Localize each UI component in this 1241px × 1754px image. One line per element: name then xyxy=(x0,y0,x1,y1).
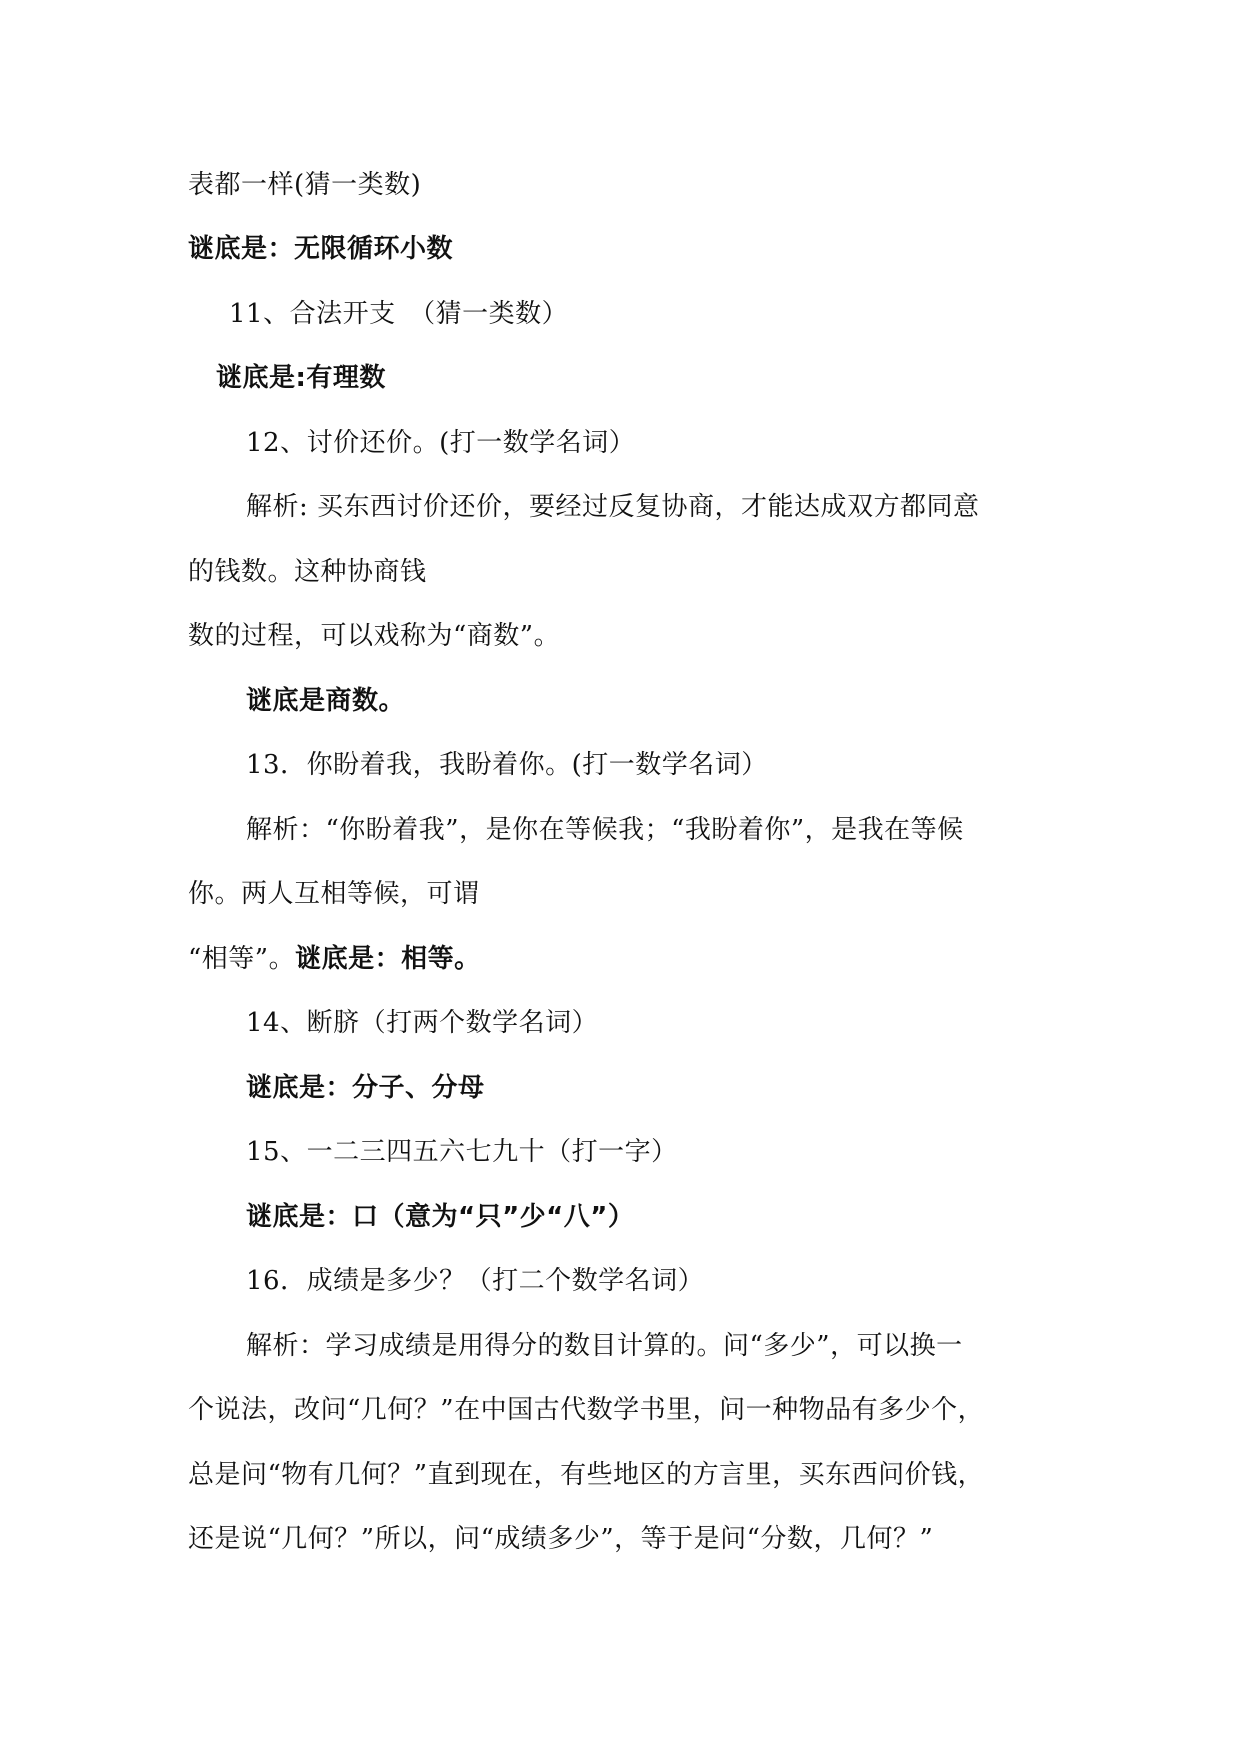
riddle-16-analysis-line-1: 解析：学习成绩是用得分的数目计算的。问“多少”，可以换一 xyxy=(246,1331,963,1361)
riddle-16-analysis-line-4: 还是说“几何？”所以，问“成绩多少”，等于是问“分数，几何？” xyxy=(188,1524,934,1554)
riddle-12-question: 12、讨价还价。(打一数学名词） xyxy=(246,428,636,458)
riddle-10-text-tail: 表都一样(猜一类数) xyxy=(188,170,422,200)
riddle-13-analysis-line-3 xyxy=(188,942,481,976)
riddle-13-analysis-line-1: 解析：“你盼着我”，是你在等候我；“我盼着你”，是我在等候 xyxy=(246,815,964,845)
riddle-13-analysis-end: “相等”。 xyxy=(188,944,296,974)
riddle-14-answer: 谜底是：分子、分母 xyxy=(246,1073,485,1103)
riddle-10-answer: 谜底是：无限循环小数 xyxy=(188,234,454,264)
riddle-12-analysis-line-3: 数的过程，可以戏称为“商数”。 xyxy=(188,621,561,651)
riddle-13-question: 13．你盼着我，我盼着你。(打一数学名词） xyxy=(246,750,768,780)
riddle-15-answer: 谜底是：口（意为“只”少“八”） xyxy=(246,1202,635,1232)
riddle-12-analysis-line-2: 的钱数。这种协商钱 xyxy=(188,557,427,587)
riddle-12-answer: 谜底是商数。 xyxy=(246,686,406,716)
riddle-11-question: 11、合法开支 （猜一类数） xyxy=(229,299,569,329)
riddle-13-answer: 谜底是：相等。 xyxy=(295,944,481,974)
riddle-16-analysis-line-2: 个说法，改问“几何？”在中国古代数学书里，问一种物品有多少个， xyxy=(188,1395,985,1425)
riddle-15-question: 15、一二三四五六七九十（打一字） xyxy=(246,1137,678,1167)
riddle-13-analysis-line-2: 你。两人互相等候，可谓 xyxy=(188,879,480,909)
riddle-14-question: 14、断脐（打两个数学名词） xyxy=(246,1008,599,1038)
riddle-16-question: 16．成绩是多少？（打二个数学名词） xyxy=(246,1266,705,1296)
riddle-11-answer: 谜底是:有理数 xyxy=(216,363,386,393)
riddle-16-analysis-line-3: 总是问“物有几何？”直到现在，有些地区的方言里，买东西问价钱， xyxy=(188,1460,985,1490)
riddle-12-analysis-line-1: 解析: 买东西讨价还价，要经过反复协商，才能达成双方都同意 xyxy=(246,492,980,522)
